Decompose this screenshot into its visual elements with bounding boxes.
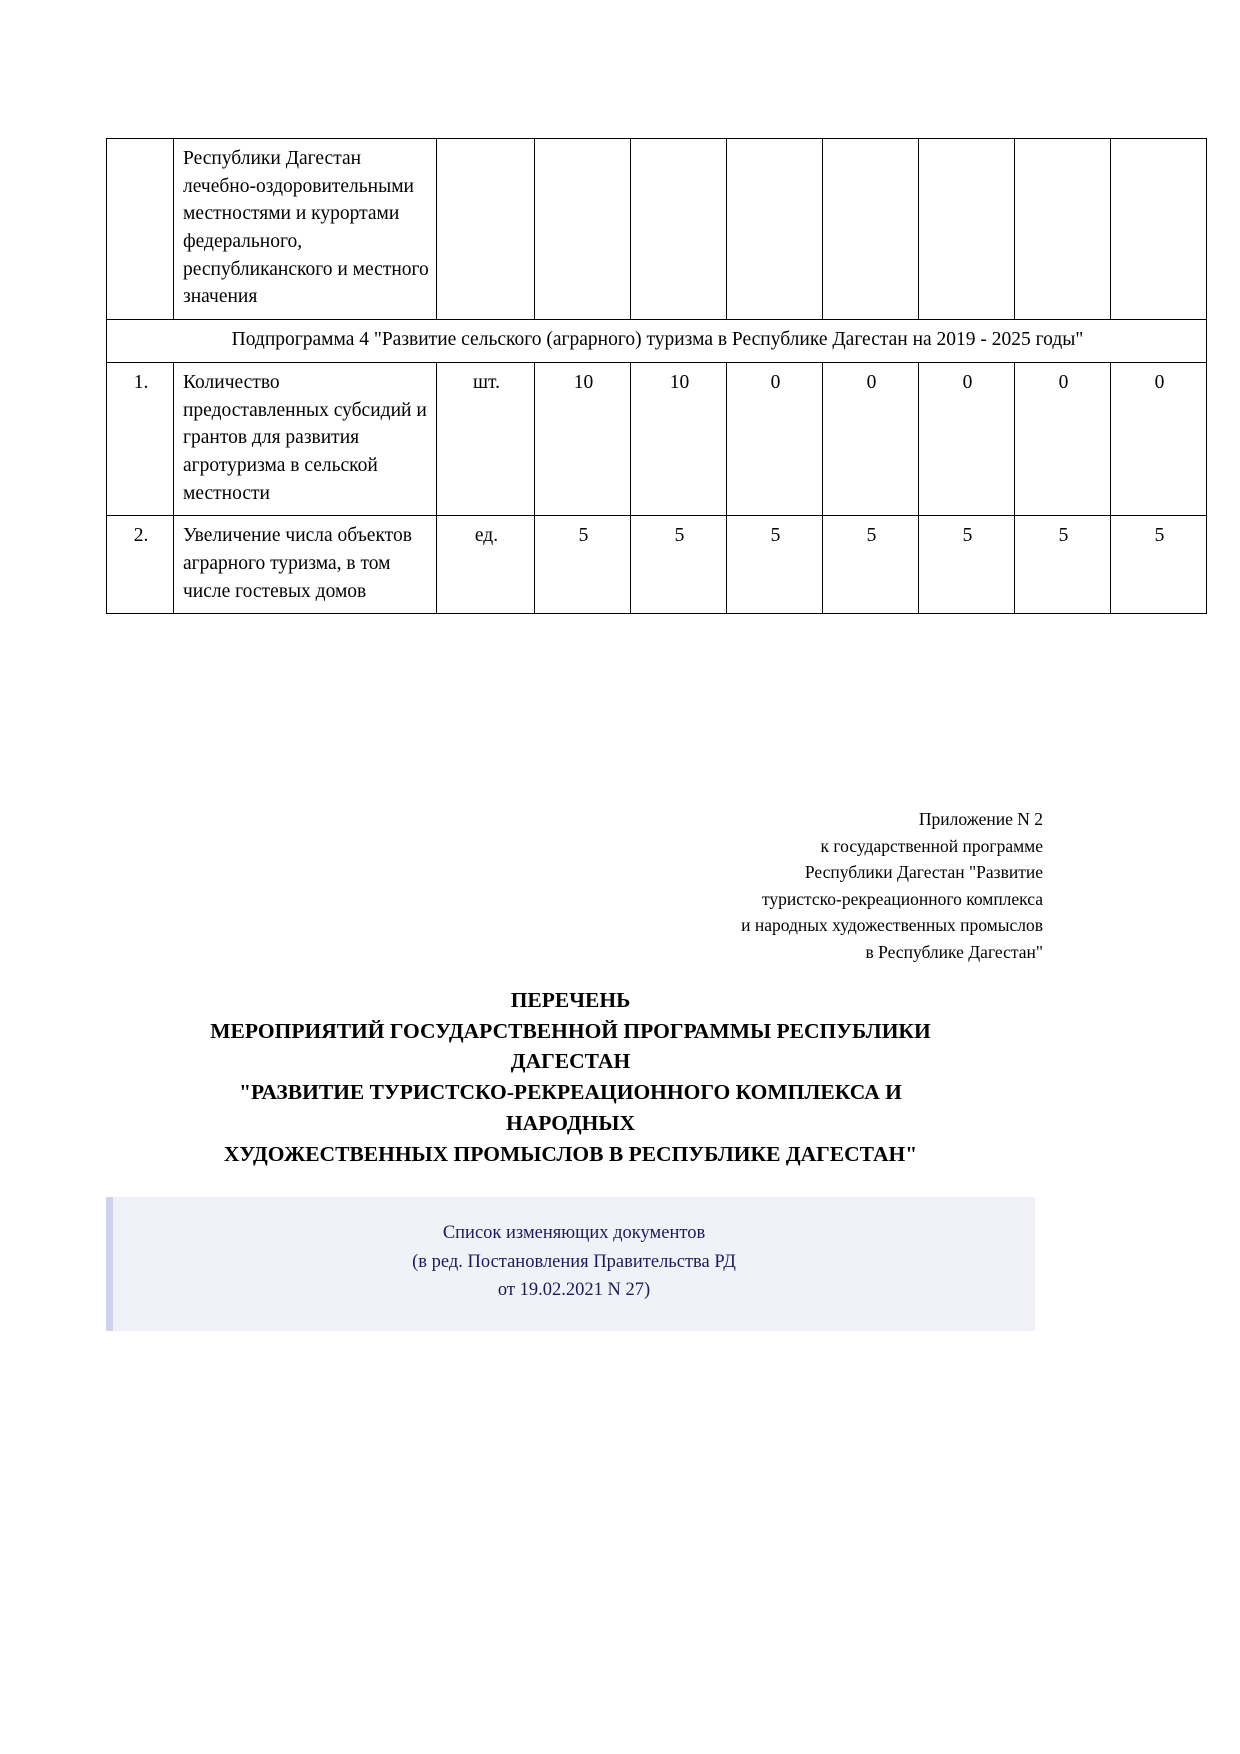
table-row-continuation [107,139,1207,320]
note-line-2: (в ред. Постановления Правительства РД [412,1251,736,1272]
cell-value-4: 0 [823,362,919,515]
amending-documents-note [106,1197,1035,1331]
cell-description: Количество предоставленных субсидий и грантов для развития агротуризма в сельской местности [174,362,437,515]
cell-value-5: 0 [919,362,1015,515]
cell-value-1: 5 [535,516,631,614]
cell-value-4: 5 [823,516,919,614]
cell-value-2: 5 [631,516,727,614]
appendix-line-6: в Республике Дагестан" [865,941,1043,962]
cell-value-1: 10 [535,362,631,515]
title-line-6: ХУДОЖЕСТВЕННЫХ ПРОМЫСЛОВ В РЕСПУБЛИКЕ ДАГЕСТАН" [223,1141,918,1166]
cell-value-3 [727,139,823,320]
cell-value-3: 5 [727,516,823,614]
title-line-2: МЕРОПРИЯТИЙ ГОСУДАРСТВЕННОЙ ПРОГРАММЫ РЕСПУБЛИКИ [210,1018,931,1043]
cell-value-5: 5 [919,516,1015,614]
cell-unit [437,139,535,320]
cell-value-3: 0 [727,362,823,515]
title-line-5: НАРОДНЫХ [505,1110,636,1135]
note-line-3: от 19.02.2021 N 27) [497,1280,651,1301]
table-row [107,362,1207,515]
cell-number: 2. [107,516,174,614]
table-row-subprogram-header [107,320,1207,363]
indicators-table-container [106,138,1165,614]
cell-unit: ед. [437,516,535,614]
cell-value-1 [535,139,631,320]
cell-value-5 [919,139,1015,320]
appendix-line-4: туристско-рекреационного комплекса [762,888,1043,909]
title-line-1: ПЕРЕЧЕНЬ [510,988,631,1012]
note-line-1: Список изменяющих документов [442,1223,706,1243]
cell-value-7 [1111,139,1207,320]
appendix-line-2: к государственной программе [820,835,1043,856]
title-line-3: ДАГЕСТАН [510,1049,631,1074]
cell-description: Республики Дагестан лечебно-оздоровительными местностями и курортами федерального, республиканского и местного значения [174,139,437,320]
cell-value-7: 0 [1111,362,1207,515]
cell-number [107,139,174,320]
cell-number: 1. [107,362,174,515]
cell-value-6 [1015,139,1111,320]
page-title [106,985,1035,1169]
cell-value-7: 5 [1111,516,1207,614]
appendix-line-3: Республики Дагестан "Развитие [804,862,1043,883]
cell-value-2: 10 [631,362,727,515]
cell-value-6: 0 [1015,362,1111,515]
cell-unit: шт. [437,362,535,515]
appendix-line-5: и народных художественных промыслов [741,915,1043,936]
subprogram-header-cell: Подпрограмма 4 "Развитие сельского (аграрного) туризма в Республике Дагестан на 2019 - 2025 годы" [107,320,1207,363]
appendix-reference [443,806,1043,966]
cell-value-2 [631,139,727,320]
appendix-line-1: Приложение N 2 [918,809,1043,829]
cell-description: Увеличение числа объектов аграрного туризма, в том числе гостевых домов [174,516,437,614]
cell-value-6: 5 [1015,516,1111,614]
indicators-table [106,138,1207,614]
table-row [107,516,1207,614]
cell-value-4 [823,139,919,320]
title-line-4: "РАЗВИТИЕ ТУРИСТСКО-РЕКРЕАЦИОННОГО КОМПЛЕКСА И [239,1080,902,1105]
